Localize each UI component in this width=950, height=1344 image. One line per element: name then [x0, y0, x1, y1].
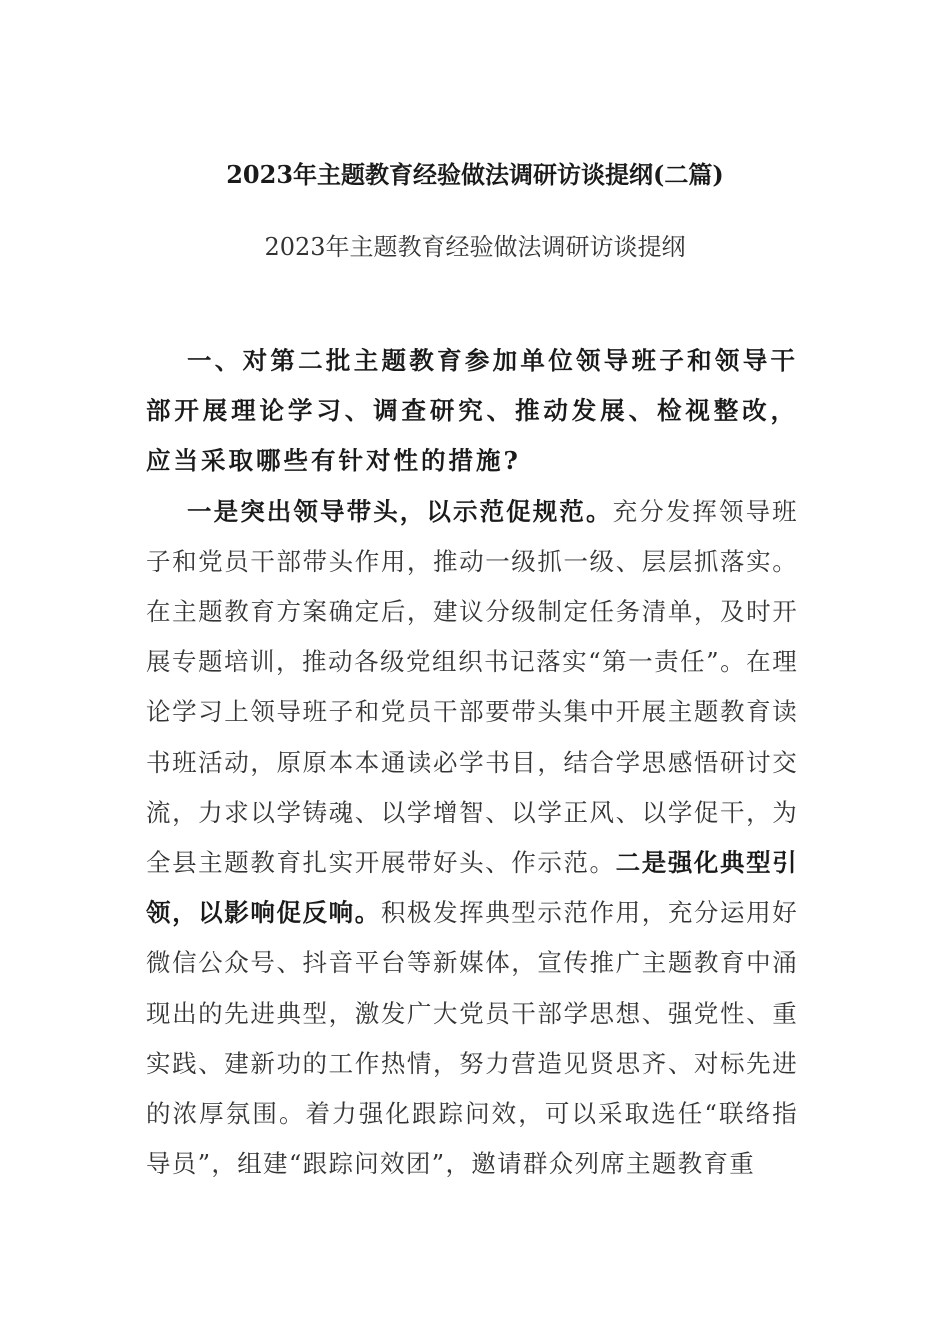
section-heading: 一、对第二批主题教育参加单位领导班子和领导干部开展理论学习、调查研究、推动发展、检视整改，应当采取哪些有针对性的措施? [146, 346, 798, 476]
point-two-heading: 二是强化典型引领，以影响促反响。 [146, 848, 798, 928]
document-body [146, 336, 798, 1189]
point-one-heading: 一是突出领导带头，以示范促规范。 [187, 496, 613, 526]
body-paragraph [146, 487, 798, 1190]
document-title: 2023年主题教育经验做法调研访谈提纲(二篇) [226, 160, 724, 189]
document-subtitle: 2023年主题教育经验做法调研访谈提纲 [264, 233, 686, 261]
point-one-text: 充分发挥领导班子和党员干部带头作用，推动一级抓一级、层层抓落实。在主题教育方案确定后，建议分级制定任务清单，及时开展专题培训，推动各级党组织书记落实“第一责任”。在理论学习上领导班子和党员干部要带头集中开展主题教育读书班活动，原原本本通读必学书目，结合学思感悟研讨交流，力求以学铸魂、以学增智、以学正风、以学促干，为全县主题教育扎实开展带好头、作示范。 [146, 496, 798, 878]
point-two-text: 积极发挥典型示范作用，充分运用好微信公众号、抖音平台等新媒体，宣传推广主题教育中涌现出的先进典型，激发广大党员干部学思想、强党性、重实践、建新功的工作热情，努力营造见贤思齐、对标先进的浓厚氛围。着力强化跟踪问效，可以采取选任“联络指导员”，组建“跟踪问效团”，邀请群众列席主题教育重 [146, 898, 798, 1179]
